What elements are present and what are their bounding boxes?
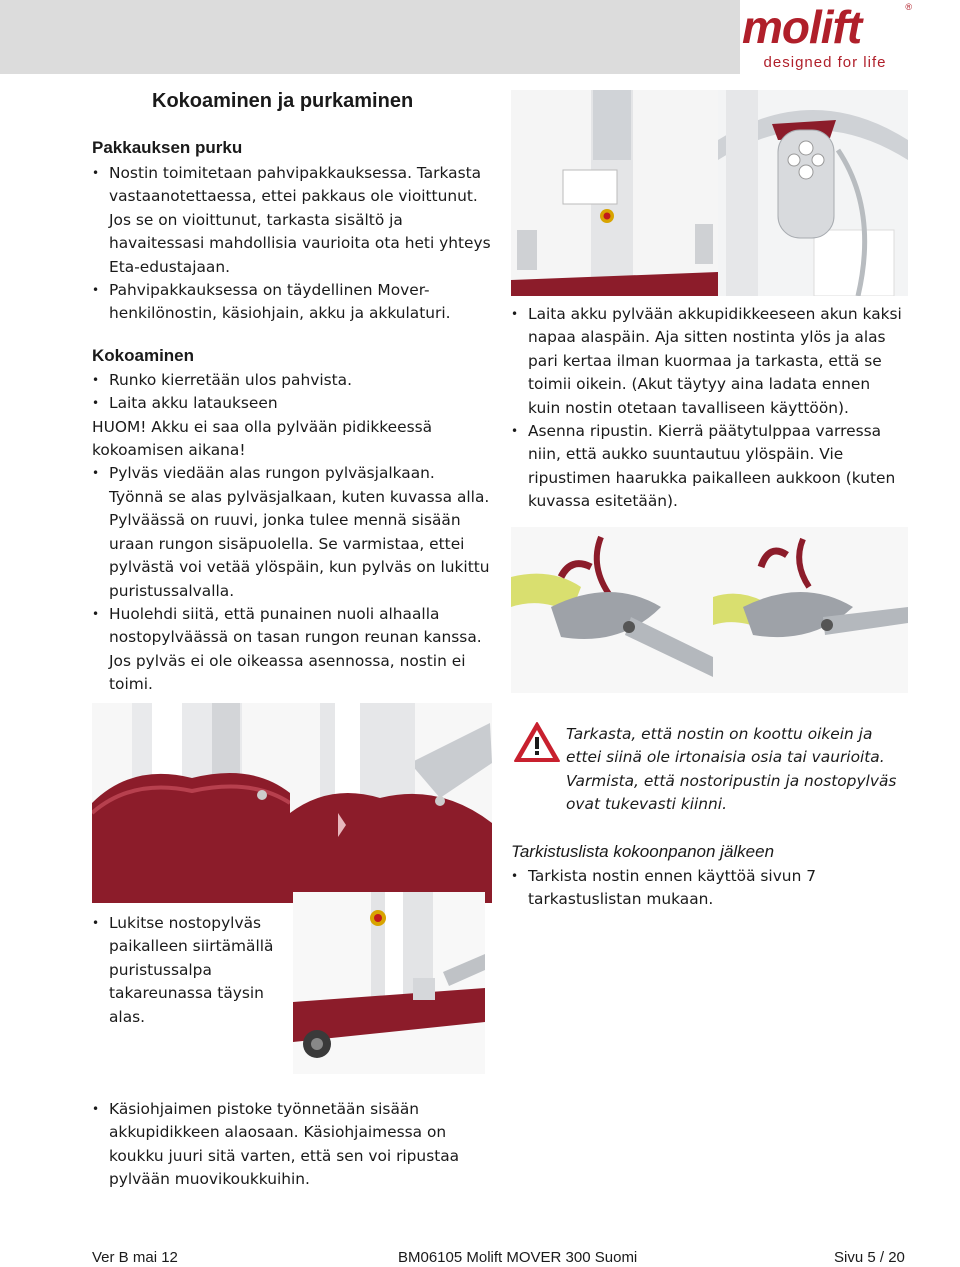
list-item: • Huolehdi siitä, että punainen nuoli alhaalla nostopylväässä on tasan rungon reunan kanssa. Jos pylväs ei ole oikeassa asennossa, nostin ei toimi. <box>92 603 494 697</box>
list-item: • Laita akku lataukseen <box>92 392 494 415</box>
footer-version: Ver B mai 12 <box>92 1249 178 1266</box>
list-item: • Pahvipakkauksessa on täydellinen Mover-henkilönostin, käsiohjain, akku ja akkulaturi. <box>92 279 494 326</box>
list-item: • Tarkista nostin ennen käyttöä sivun 7 tarkastuslistan mukaan. <box>511 865 907 912</box>
list-item: • Pylväs viedään alas rungon pylväsjalkaan. Työnnä se alas pylväsjalkaan, kuten kuvassa alla. Pylväässä on ruuvi, jonka tulee mennä sisään uraan rungon sisäpuolella. Se varmistaa, ettei pylvästä voi vetää ylöspäin, kun pylväs on lukittu puristussalvalla. <box>92 462 494 602</box>
page-title: Kokoaminen ja purkaminen <box>152 90 414 112</box>
photo-clamp-lever <box>293 892 485 1074</box>
photo-mast-in-base-right <box>290 703 492 903</box>
logo-registered-mark: ® <box>905 2 912 12</box>
list-item: • Nostin toimitetaan pahvipakkauksessa. Tarkasta vastaanotettaessa, ettei pakkaus ole vioittunut. Jos se on vioittunut, tarkasta sisältö ja havaitessasi mahdollisia vaurioita ota heti yhteys Eta-edustajaan. <box>92 162 494 279</box>
footer-document: BM06105 Molift MOVER 300 Suomi <box>398 1249 638 1266</box>
list-item: • Käsiohjaimen pistoke työnnetään sisään akkupidikkeen alaosaan. Käsiohjaimessa on koukku juuri sitä varten, että sen voi ripustaa pylvään muovikoukkuihin. <box>92 1098 492 1192</box>
molift-logo <box>740 0 920 74</box>
warning-triangle-icon <box>513 720 561 764</box>
assembly-list-b <box>92 462 494 696</box>
photo-spreader-bar-right <box>713 527 908 693</box>
photo-battery-holder <box>511 90 718 296</box>
right-list <box>511 303 907 514</box>
unpacking-list <box>92 162 494 326</box>
footer-page-number: Sivu 5 / 20 <box>834 1249 905 1266</box>
photo-hand-control <box>718 90 908 296</box>
logo-wordmark: molift <box>742 1 862 53</box>
checklist <box>511 865 907 912</box>
photo-mast-in-base-left <box>92 703 290 903</box>
battery-warning-text: HUOM! Akku ei saa olla pylvään pidikkeessä kokoamisen aikana! <box>92 417 433 460</box>
right-column-text <box>511 303 907 514</box>
left-column <box>92 138 494 697</box>
photo-spreader-bar-left <box>511 527 713 693</box>
lock-instruction <box>92 912 302 1029</box>
assembly-list-a <box>92 369 494 416</box>
hand-control-instruction <box>92 1098 492 1192</box>
checklist-heading: Tarkistuslista kokoonpanon jälkeen <box>511 842 775 861</box>
unpacking-heading: Pakkauksen purku <box>92 138 243 157</box>
list-item: • Lukitse nostopylväs paikalleen siirtämällä puristussalpa takareunassa täysin alas. <box>92 912 302 1029</box>
list-item: • Asenna ripustin. Kierrä päätytulppaa varressa niin, että aukko suuntautuu ylöspäin. Vie ripustimen haarukka paikalleen aukkoon (kuten kuvassa esitetään). <box>511 420 907 514</box>
caution-text: Tarkasta, että nostin on koottu oikein ja ettei siinä ole irtonaisia osia tai vaurioita. Varmista, että nostoripustin ja nostopylväs ovat tukevasti kiinni. <box>566 725 897 814</box>
list-item: • Runko kierretään ulos pahvista. <box>92 369 494 392</box>
assembly-heading: Kokoaminen <box>92 345 195 365</box>
list-item: • Laita akku pylvään akkupidikkeeseen akun kaksi napaa alaspäin. Aja sitten nostinta ylös ja alas pari kertaa ilman kuormaa ja tarkasta, että se toimii oikein. (Akut täytyy aina ladata ennen kuin nostin otetaan tavalliseen käyttöön). <box>511 303 907 420</box>
header-band <box>0 0 740 74</box>
logo-tagline: designed for life <box>763 54 887 71</box>
